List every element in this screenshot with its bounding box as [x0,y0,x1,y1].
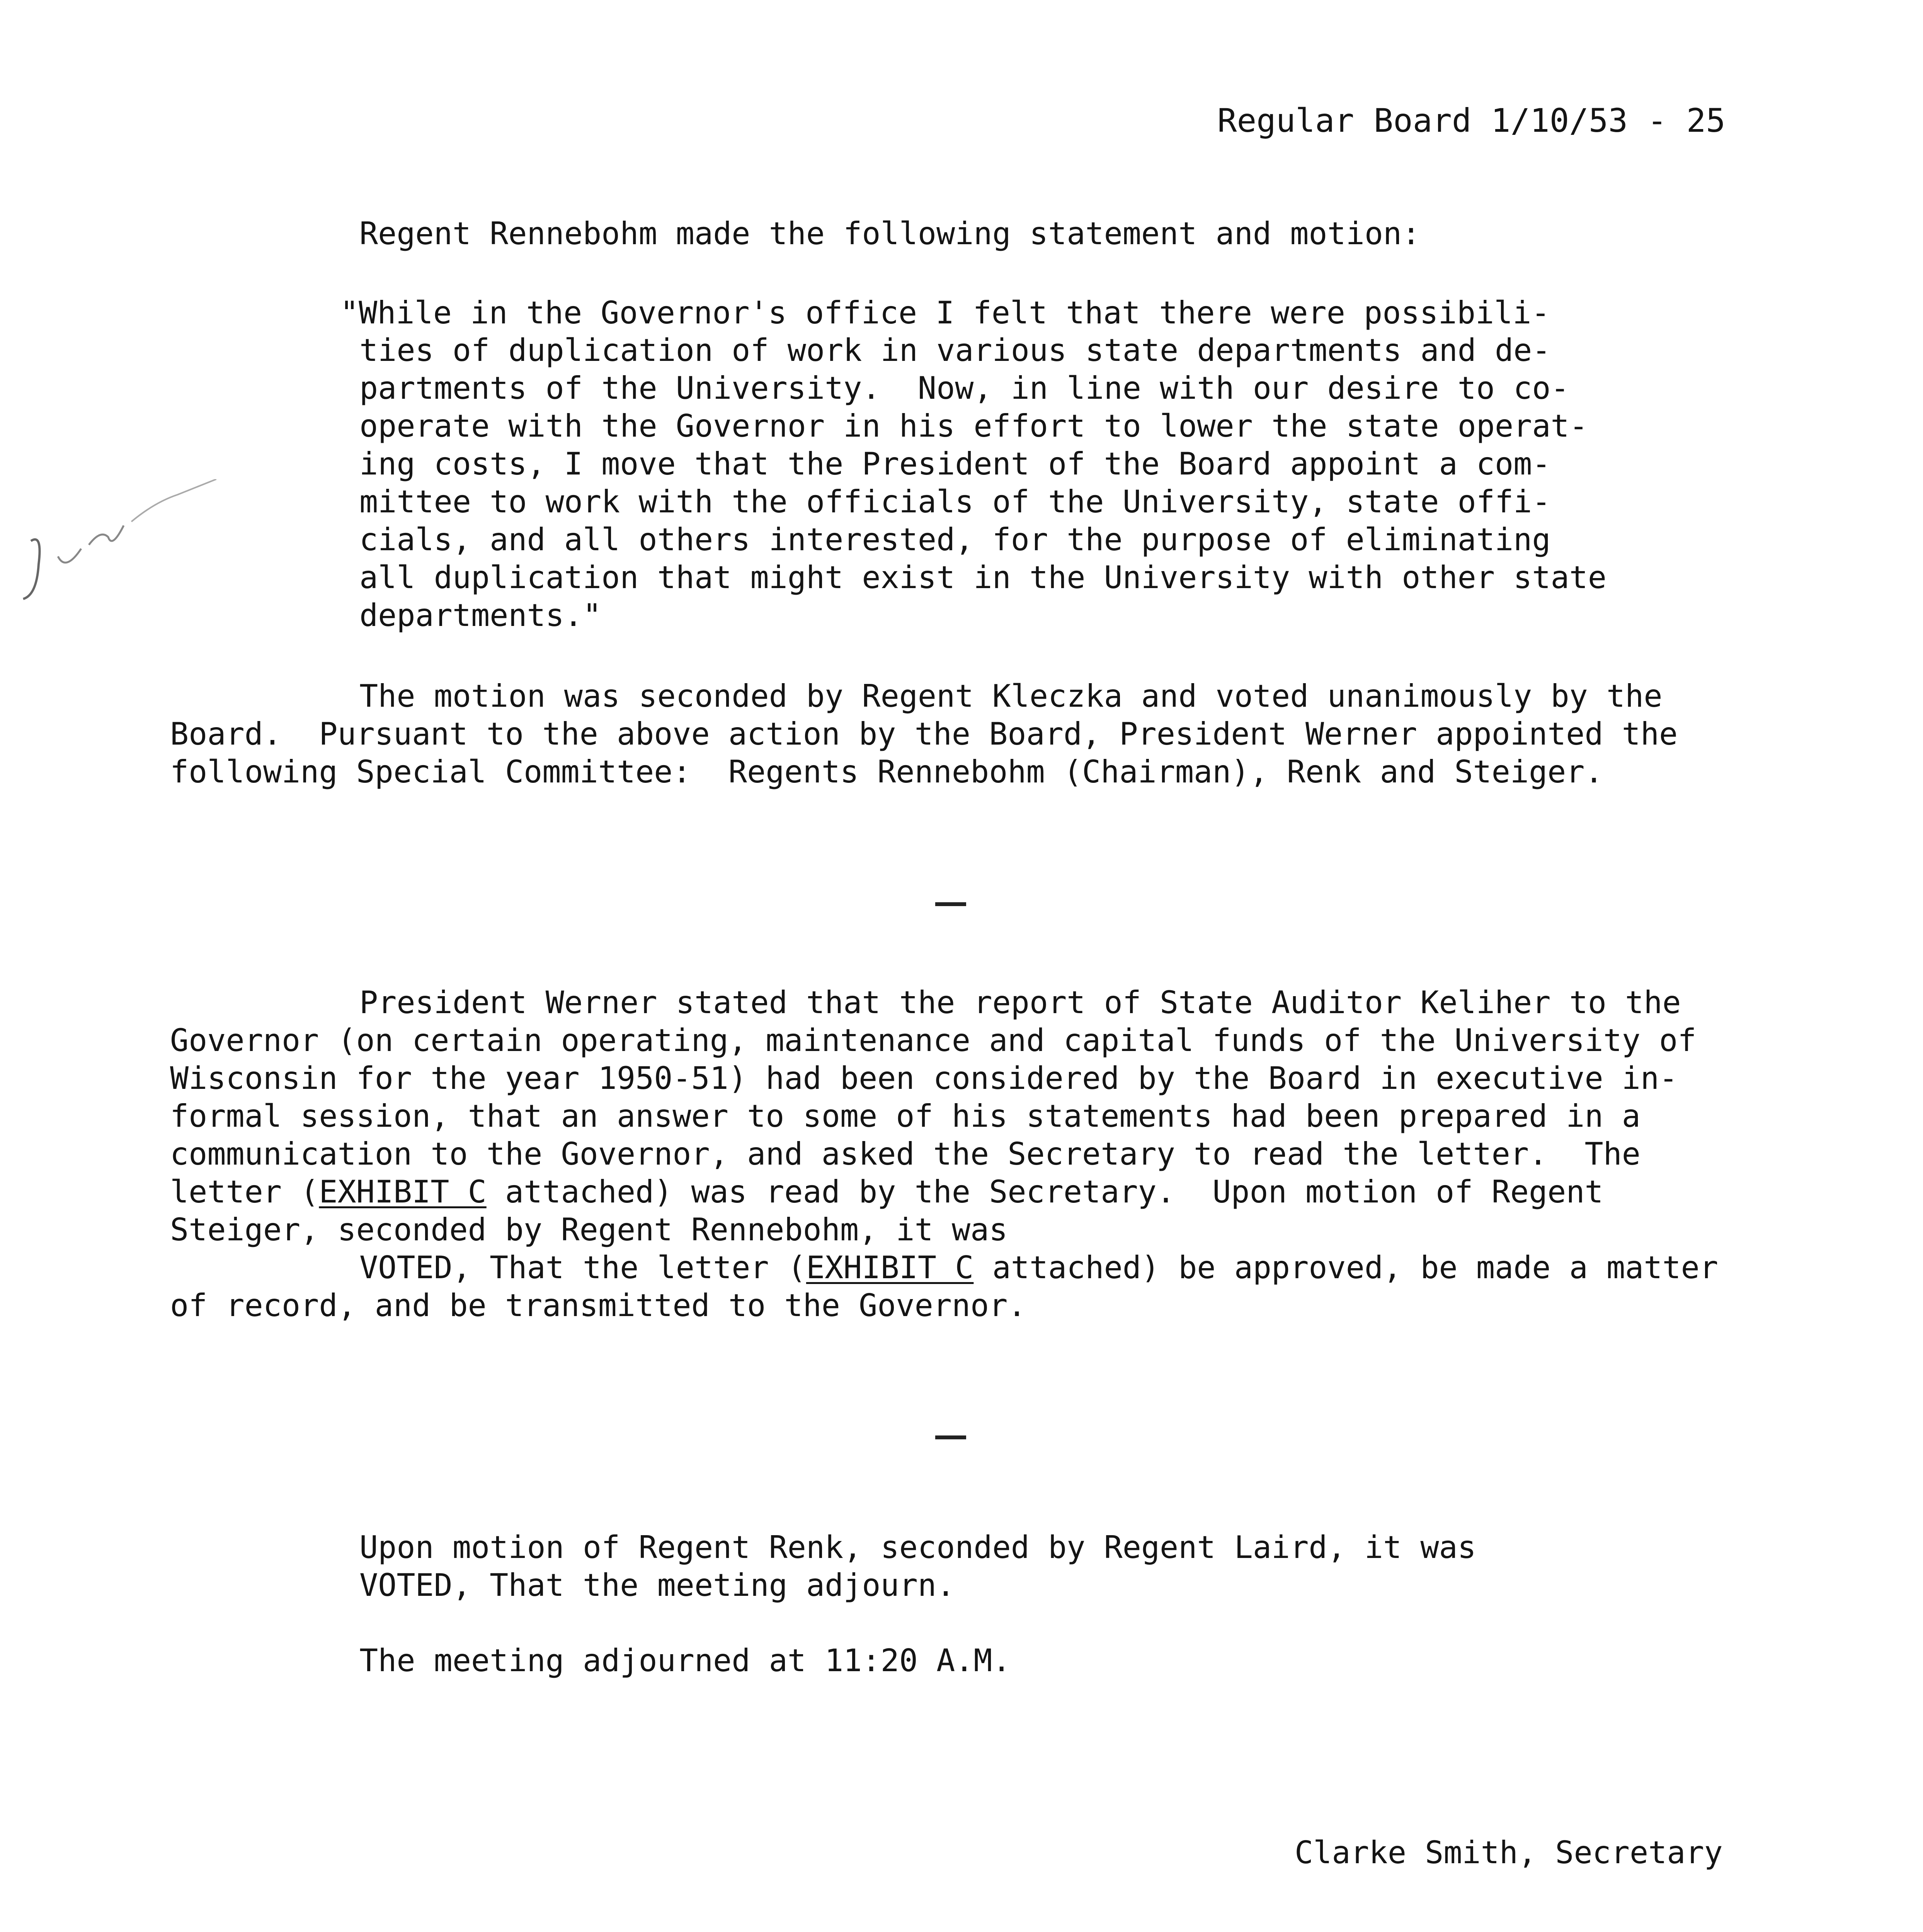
motion-intro: Regent Rennebohm made the following statement and motion: [359,216,1421,252]
page-header: Regular Board 1/10/53 - 25 [1217,102,1726,139]
quote-line: departments." [359,597,602,633]
report-line: communication to the Governor, and asked the Secretary to read the letter. The [170,1136,1641,1172]
motion-result-line: following Special Committee: Regents Rennebohm (Chairman), Renk and Steiger. [170,754,1603,790]
adjourn-voted-line: VOTED, That the meeting adjourn. [359,1567,955,1603]
quote-line: ing costs, I move that the President of the Board appoint a com- [359,446,1551,482]
quote-line: all duplication that might exist in the University with other state [359,560,1606,595]
report-line: President Werner stated that the report of State Auditor Keliher to the [359,985,1681,1020]
adjourned-time-line: The meeting adjourned at 11:20 A.M. [359,1643,1011,1679]
letter-pre-text: letter ( [170,1174,319,1210]
exhibit-c-reference: EXHIBIT C [319,1174,487,1210]
report-line: Steiger, seconded by Regent Rennebohm, it was [170,1212,1008,1248]
letter-post-text: attached) was read by the Secretary. Upon motion of Regent [486,1174,1603,1210]
voted-line [359,1248,1718,1287]
section-divider [935,902,966,906]
exhibit-c-reference: EXHIBIT C [806,1250,974,1286]
motion-result-line: Board. Pursuant to the above action by the Board, President Werner appointed the [170,716,1678,752]
section-divider [935,1435,966,1439]
report-letter-line [170,1173,1603,1211]
adjourn-motion-line: Upon motion of Regent Renk, seconded by Regent Laird, it was [359,1529,1476,1565]
quote-line: partments of the University. Now, in line with our desire to co- [359,370,1569,406]
report-line: Governor (on certain operating, maintenance and capital funds of the University of [170,1022,1697,1058]
quote-line: mittee to work with the officials of the University, state offi- [359,484,1551,520]
handwritten-margin-mark [15,479,216,634]
motion-result-line: The motion was seconded by Regent Kleczka and voted unanimously by the [359,678,1663,714]
secretary-signature: Clarke Smith, Secretary [1295,1835,1723,1871]
voted-post-text: attached) be approved, be made a matter [973,1250,1718,1286]
report-line: Wisconsin for the year 1950-51) had been considered by the Board in executive in- [170,1060,1678,1096]
voted-pre-text: VOTED, That the letter ( [359,1250,806,1286]
quote-line: cials, and all others interested, for the purpose of eliminating [359,522,1551,558]
quote-line: "While in the Governor's office I felt that there were possibili- [340,295,1550,331]
record-line: of record, and be transmitted to the Governor. [170,1287,1026,1323]
quote-line: operate with the Governor in his effort to lower the state operat- [359,408,1588,444]
report-line: formal session, that an answer to some of his statements had been prepared in a [170,1098,1641,1134]
quote-line: ties of duplication of work in various state departments and de- [359,332,1551,368]
